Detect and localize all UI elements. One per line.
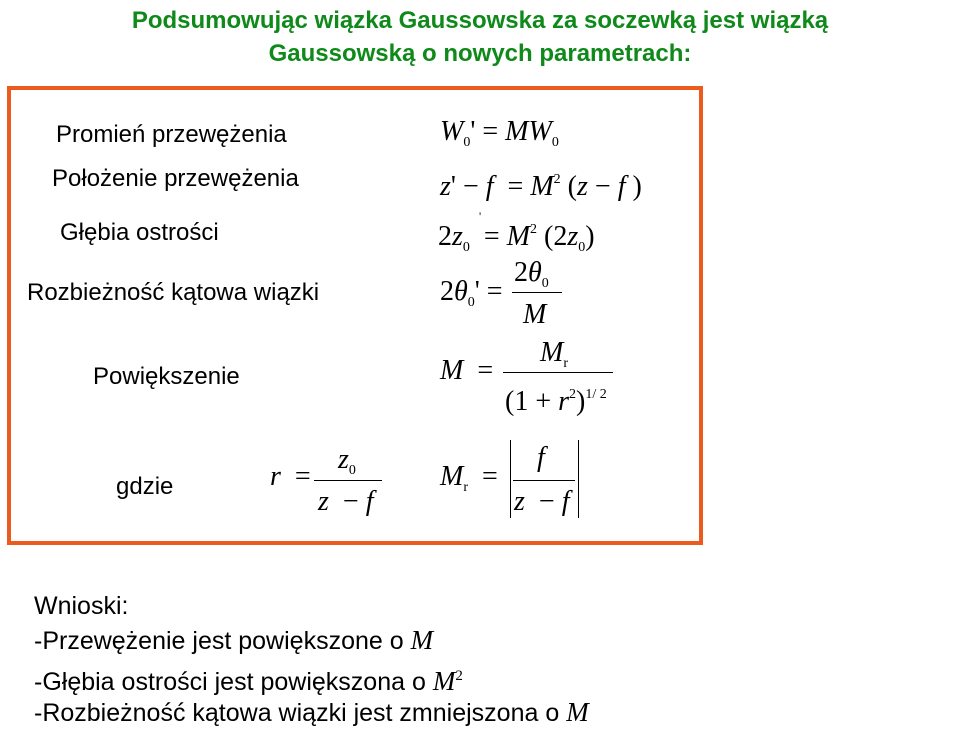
formula-mr-fraction-bar xyxy=(513,480,575,481)
formula-waist-radius: $W_0' = MW_0$ xyxy=(440,116,559,150)
formula-waist-position: $z' - f = M^2$ (z − f ) xyxy=(440,171,642,202)
formula-magnification-numerator: $M_r$ xyxy=(540,337,568,371)
formula-r-fraction-bar xyxy=(314,480,382,481)
conclusion-1-text: -Przewężenie jest powiększone o xyxy=(34,627,404,655)
conclusion-line-2 xyxy=(34,662,463,697)
conclusion-3-var: M xyxy=(566,697,589,727)
formula-magnification-lhs: M = xyxy=(440,355,494,386)
formula-mr-lhs: $M_r$ = xyxy=(440,461,498,495)
conclusion-line-1 xyxy=(34,626,433,656)
label-waist-position: Położenie przewężenia xyxy=(52,165,299,192)
formula-magnification-fraction-bar xyxy=(503,372,613,373)
conclusion-3-text: -Rozbieżność kątowa wiązki jest zmniejszona o xyxy=(34,699,560,727)
label-divergence: Rozbieżność kątowa wiązki xyxy=(27,279,320,306)
formula-mr-numerator: f xyxy=(537,442,545,473)
formula-mr-abs-left xyxy=(510,440,511,518)
label-waist-radius: Promień przewężenia xyxy=(56,121,287,148)
conclusion-2-exponent: 2 xyxy=(455,668,463,684)
formula-r-denominator: z − f xyxy=(318,486,374,517)
formula-magnification-denominator: $(1 + r^2)^{1/ 2}$ xyxy=(505,386,607,417)
formula-divergence-numerator: $2\theta_0$ xyxy=(514,257,549,291)
slide-title xyxy=(0,4,960,70)
label-where: gdzie xyxy=(116,473,174,500)
title-line-2: Gaussowską o nowych parametrach: xyxy=(268,40,692,67)
conclusion-2-var: M xyxy=(432,666,456,696)
formula-divergence-lhs: $2\theta_0'$ = xyxy=(440,276,503,310)
formula-depth-of-focus: $2z_0 = M^2$ $(2z_0)$ xyxy=(438,221,595,255)
formula-divergence-denominator: M xyxy=(523,299,547,330)
title-line-1: Podsumowując wiązka Gaussowska za soczewką jest wiązką xyxy=(131,7,829,34)
conclusion-line-3 xyxy=(34,698,589,728)
formula-mr-abs-right xyxy=(578,440,579,518)
formula-r-numerator: $z_0$ xyxy=(338,444,356,478)
formula-mr-denominator: z − f xyxy=(514,486,570,517)
formula-prime-mark: ' xyxy=(479,209,482,223)
conclusion-1-var: M xyxy=(410,625,434,655)
formula-divergence-fraction-bar xyxy=(512,292,562,293)
formula-r-lhs: r = xyxy=(270,461,311,492)
conclusion-2-text: -Głębia ostrości jest powiększona o xyxy=(34,668,426,696)
label-magnification: Powiększenie xyxy=(93,363,240,390)
label-depth-of-focus: Głębia ostrości xyxy=(60,219,219,246)
conclusions-heading: Wnioski: xyxy=(34,592,129,620)
